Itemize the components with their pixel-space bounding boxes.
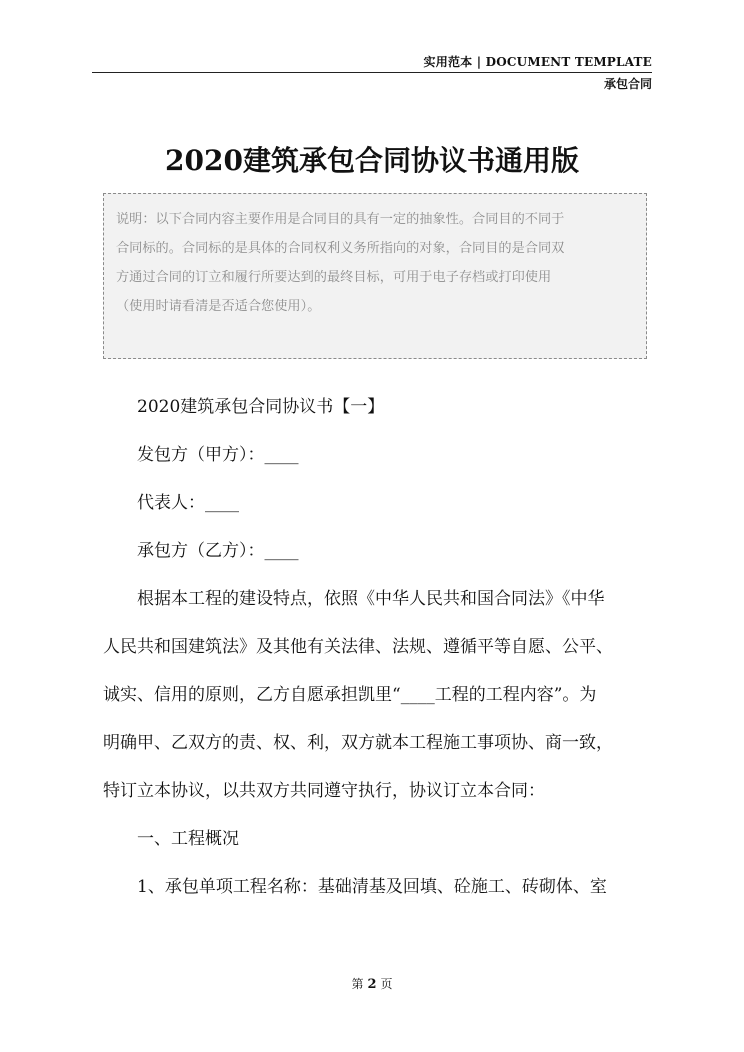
paragraph-line: 特订立本协议，以共双方共同遵守执行，协议订立本合同： — [103, 781, 545, 801]
notice-line: 方通过合同的订立和履行所要达到的最终目标，可用于电子存档或打印使用 — [116, 270, 552, 285]
list-item: 1、承包单项工程名称：基础清基及回填、砼施工、砖砌体、室 — [137, 877, 607, 897]
notice-line: 说明：以下合同内容主要作用是合同目的具有一定的抽象性。合同目的不同于 — [116, 212, 565, 227]
notice-line: （使用时请看清是否适合您使用）。 — [116, 299, 321, 314]
party-a-field: 发包方（甲方）：____ — [137, 445, 299, 465]
document-body — [103, 383, 663, 911]
page-prefix: 第 — [351, 977, 364, 991]
paragraph-line: 人民共和国建筑法》及其他有关法律、法规、遵循平等自愿、公平、 — [103, 637, 613, 657]
paragraph-line: 根据本工程的建设特点，依照《中华人民共和国合同法》《中华 — [137, 589, 605, 609]
page-number-value: 2 — [367, 977, 377, 992]
notice-line: 合同标的。合同标的是具体的合同权利义务所指向的对象，合同目的是合同双 — [116, 241, 565, 256]
page-number — [0, 975, 744, 992]
header-subtitle: 承包合同 — [603, 77, 652, 91]
paragraph-line: 明确甲、乙双方的责、权、利，双方就本工程施工事项协、商一致， — [103, 733, 613, 753]
notice-box — [103, 193, 647, 359]
header-brand: 实用范本 | DOCUMENT TEMPLATE — [423, 55, 652, 69]
subsection-heading: 一、工程概况 — [137, 829, 239, 849]
representative-field: 代表人：____ — [137, 493, 239, 513]
paragraph-line: 诚实、信用的原则，乙方自愿承担凯里“____工程的工程内容”。为 — [103, 685, 597, 705]
page-suffix: 页 — [380, 977, 393, 991]
party-b-field: 承包方（乙方）：____ — [137, 541, 299, 561]
header-divider — [92, 72, 652, 73]
section-heading: 2020建筑承包合同协议书【一】 — [137, 397, 385, 417]
document-title: 2020建筑承包合同协议书通用版 — [165, 144, 579, 177]
